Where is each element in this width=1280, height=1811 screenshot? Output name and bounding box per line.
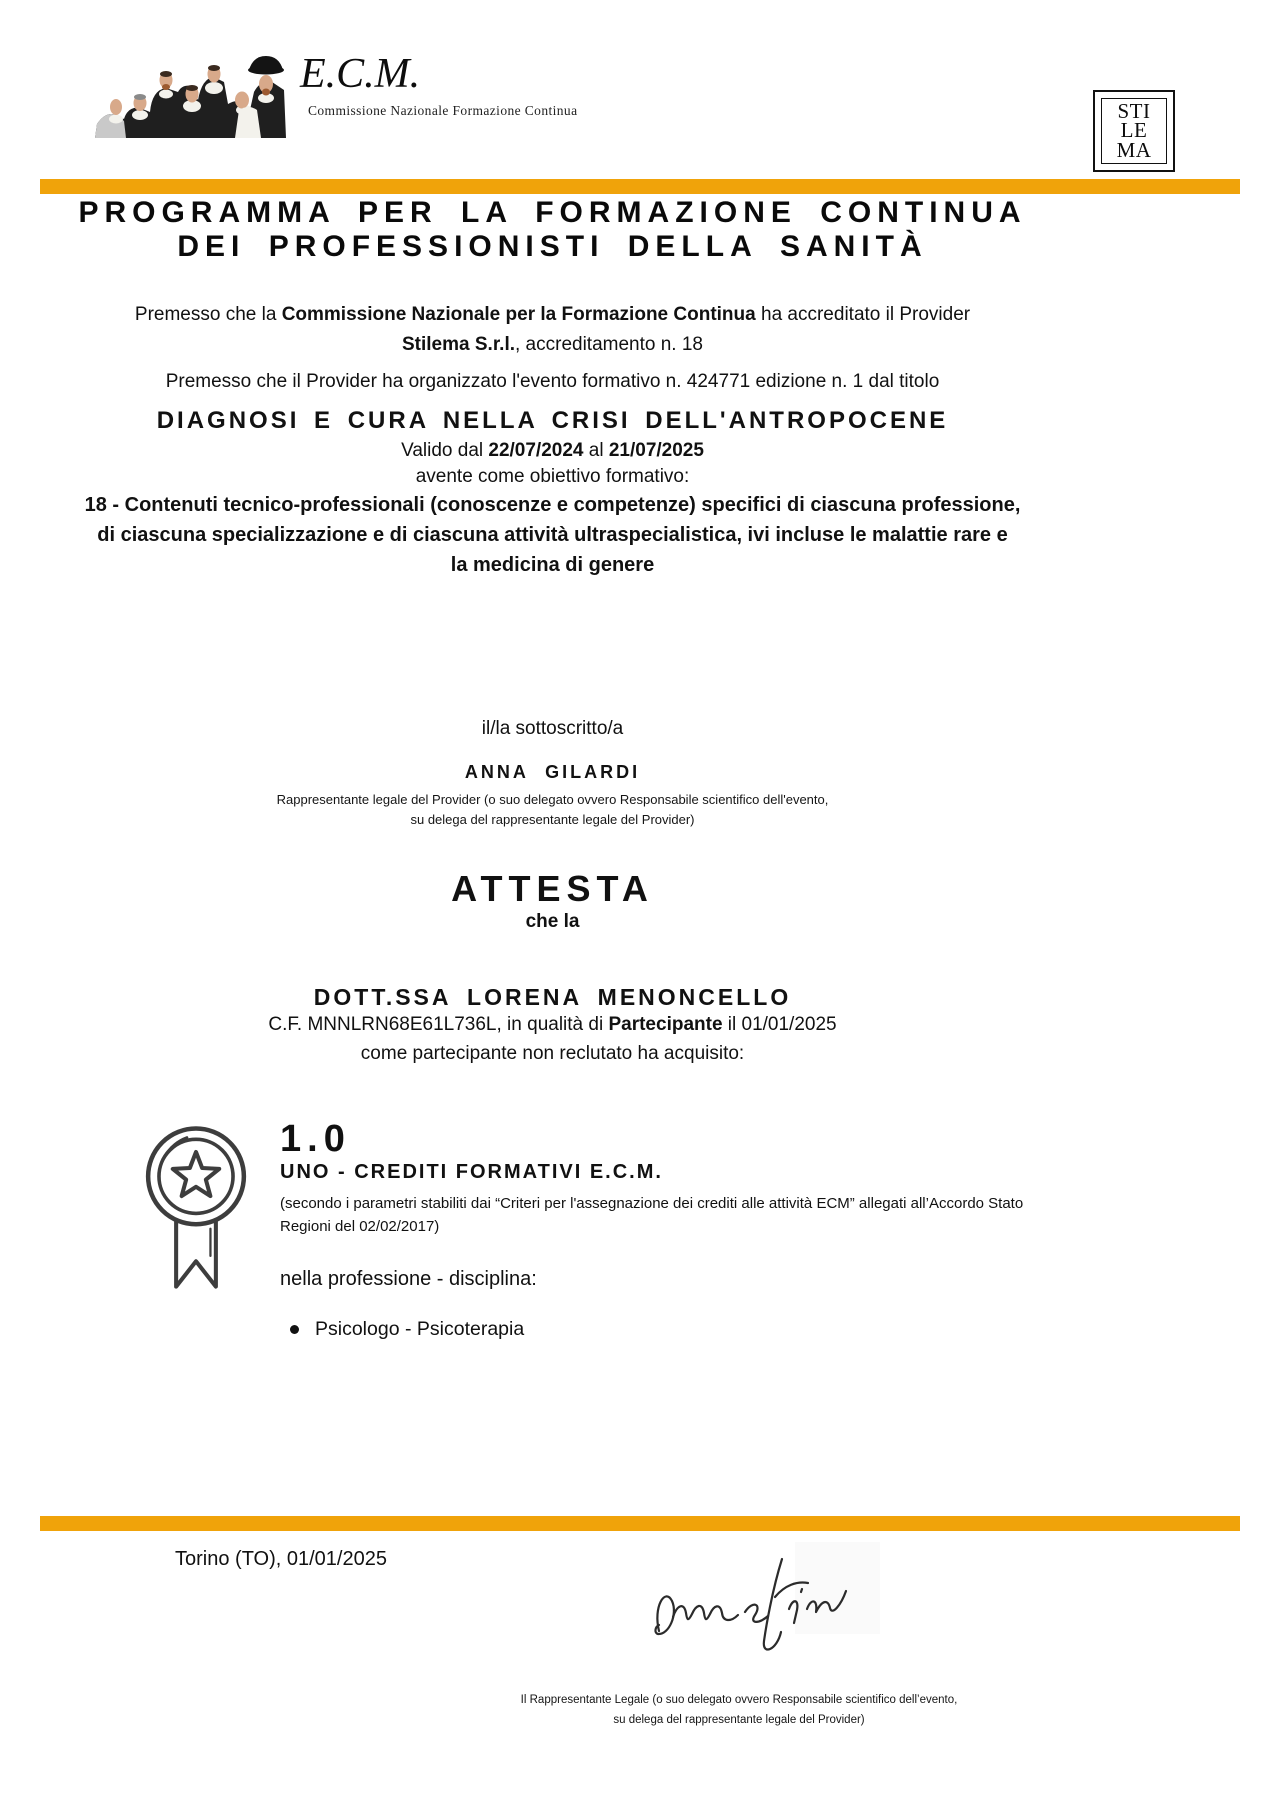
stilema-logo-inner xyxy=(1101,98,1167,164)
representative-footer-line2: su delega del rappresentante legale del Provider) xyxy=(613,1714,865,1727)
accent-bar-top xyxy=(40,179,1240,194)
attesta-heading: ATTESTA xyxy=(451,868,654,909)
credit-note xyxy=(280,1193,1023,1238)
signer-role xyxy=(40,790,1065,830)
cf-pre: C.F. MNNLRN68E61L736L, in qualità di xyxy=(268,1014,609,1035)
ecm-title: E.C.M. xyxy=(300,51,421,97)
validity-mid: al xyxy=(583,440,609,461)
validity-line xyxy=(40,440,1065,462)
valid-to-date: 21/07/2025 xyxy=(608,440,704,461)
provider-name: Stilema S.r.l. xyxy=(402,334,515,356)
ecm-logo-block xyxy=(300,50,577,119)
signature-icon xyxy=(645,1537,860,1669)
anatomy-lesson-painting-icon xyxy=(93,48,289,138)
participant-role: Partecipante xyxy=(608,1014,723,1035)
bullet-icon xyxy=(290,1325,299,1334)
acquired-line: come partecipante non reclutato ha acquisito: xyxy=(360,1043,745,1064)
credits-text-column xyxy=(280,1120,1023,1341)
credit-note-line1: (secondo i parametri stabiliti dai “Criteri per l'assegnazione dei crediti alle attività ECM” allegati all’Accordo Stato xyxy=(280,1195,1024,1212)
commission-name: Commissione Nazionale per la Formazione Continua xyxy=(281,304,756,325)
credit-label: UNO - CREDITI FORMATIVI E.C.M. xyxy=(280,1161,663,1183)
credits-block xyxy=(140,1120,1200,1341)
fiscal-code-line xyxy=(40,1014,1065,1036)
place-date: Torino (TO), 01/01/2025 xyxy=(175,1548,387,1570)
objective-line3: la medicina di genere xyxy=(450,554,655,576)
cf-post: il 01/01/2025 xyxy=(722,1014,837,1035)
profession-item-text: Psicologo - Psicoterapia xyxy=(315,1318,525,1340)
premise1-pre: Premesso che la xyxy=(134,304,282,325)
ecm-subtitle: Commissione Nazionale Formazione Continua xyxy=(308,103,578,118)
premise-accreditation-line2 xyxy=(40,330,1065,360)
signer-name: ANNA GILARDI xyxy=(464,762,641,782)
accent-bar-bottom xyxy=(40,1516,1240,1531)
medal-icon xyxy=(140,1122,252,1294)
event-title: DIAGNOSI E CURA NELLA CRISI DELL'ANTROPOCENE xyxy=(156,407,949,434)
validity-pre: Valido dal xyxy=(401,440,489,461)
representative-footer xyxy=(199,1690,1279,1730)
credit-note-line2: Regioni del 02/02/2017) xyxy=(280,1217,440,1235)
profession-list-item xyxy=(290,1318,1023,1341)
objective-text xyxy=(40,490,1065,580)
premise1-post: ha accreditato il Provider xyxy=(755,304,971,325)
page-title xyxy=(40,196,1065,263)
signer-role-line1: Rappresentante legale del Provider (o suo delegato ovvero Responsabile scientifico dell'evento, xyxy=(276,792,829,807)
stilema-line-2: LE xyxy=(1120,118,1148,143)
page-title-line2: DEI PROFESSIONISTI DELLA SANITÀ xyxy=(177,229,928,263)
signer-role-line2: su delega del rappresentante legale del Provider) xyxy=(410,812,695,828)
participant-name: DOTT.SSA LORENA MENONCELLO xyxy=(313,984,792,1010)
objective-label: avente come obiettivo formativo: xyxy=(415,466,690,487)
premise-accreditation xyxy=(40,300,1065,361)
objective-line1: 18 - Contenuti tecnico-professionali (conoscenze e competenze) specifici di ciascuna professione, xyxy=(84,494,1021,516)
premise-accreditation-line1 xyxy=(40,300,1065,330)
credit-value: 1.0 xyxy=(280,1118,351,1160)
stilema-logo xyxy=(1093,90,1175,172)
stilema-line-1: STI xyxy=(1117,98,1151,123)
stilema-line-3: MA xyxy=(1116,137,1152,162)
representative-footer-line1: Il Rappresentante Legale (o suo delegato ovvero Responsabile scientifico dell’evento, xyxy=(520,1694,958,1706)
che-la-text: che la xyxy=(525,911,580,932)
undersigned-intro: il/la sottoscritto/a xyxy=(481,718,624,739)
profession-label: nella professione - disciplina: xyxy=(280,1268,537,1290)
valid-from-date: 22/07/2024 xyxy=(488,440,584,461)
premise-event: Premesso che il Provider ha organizzato l'evento formativo n. 424771 edizione n. 1 dal titolo xyxy=(165,371,940,392)
accreditation-number: , accreditamento n. 18 xyxy=(515,334,703,356)
page-title-line1: PROGRAMMA PER LA FORMAZIONE CONTINUA xyxy=(78,196,1027,229)
objective-line2: di ciascuna specializzazione e di ciascuna attività ultraspecialistica, ivi incluse le malattie rare e xyxy=(97,524,1008,546)
